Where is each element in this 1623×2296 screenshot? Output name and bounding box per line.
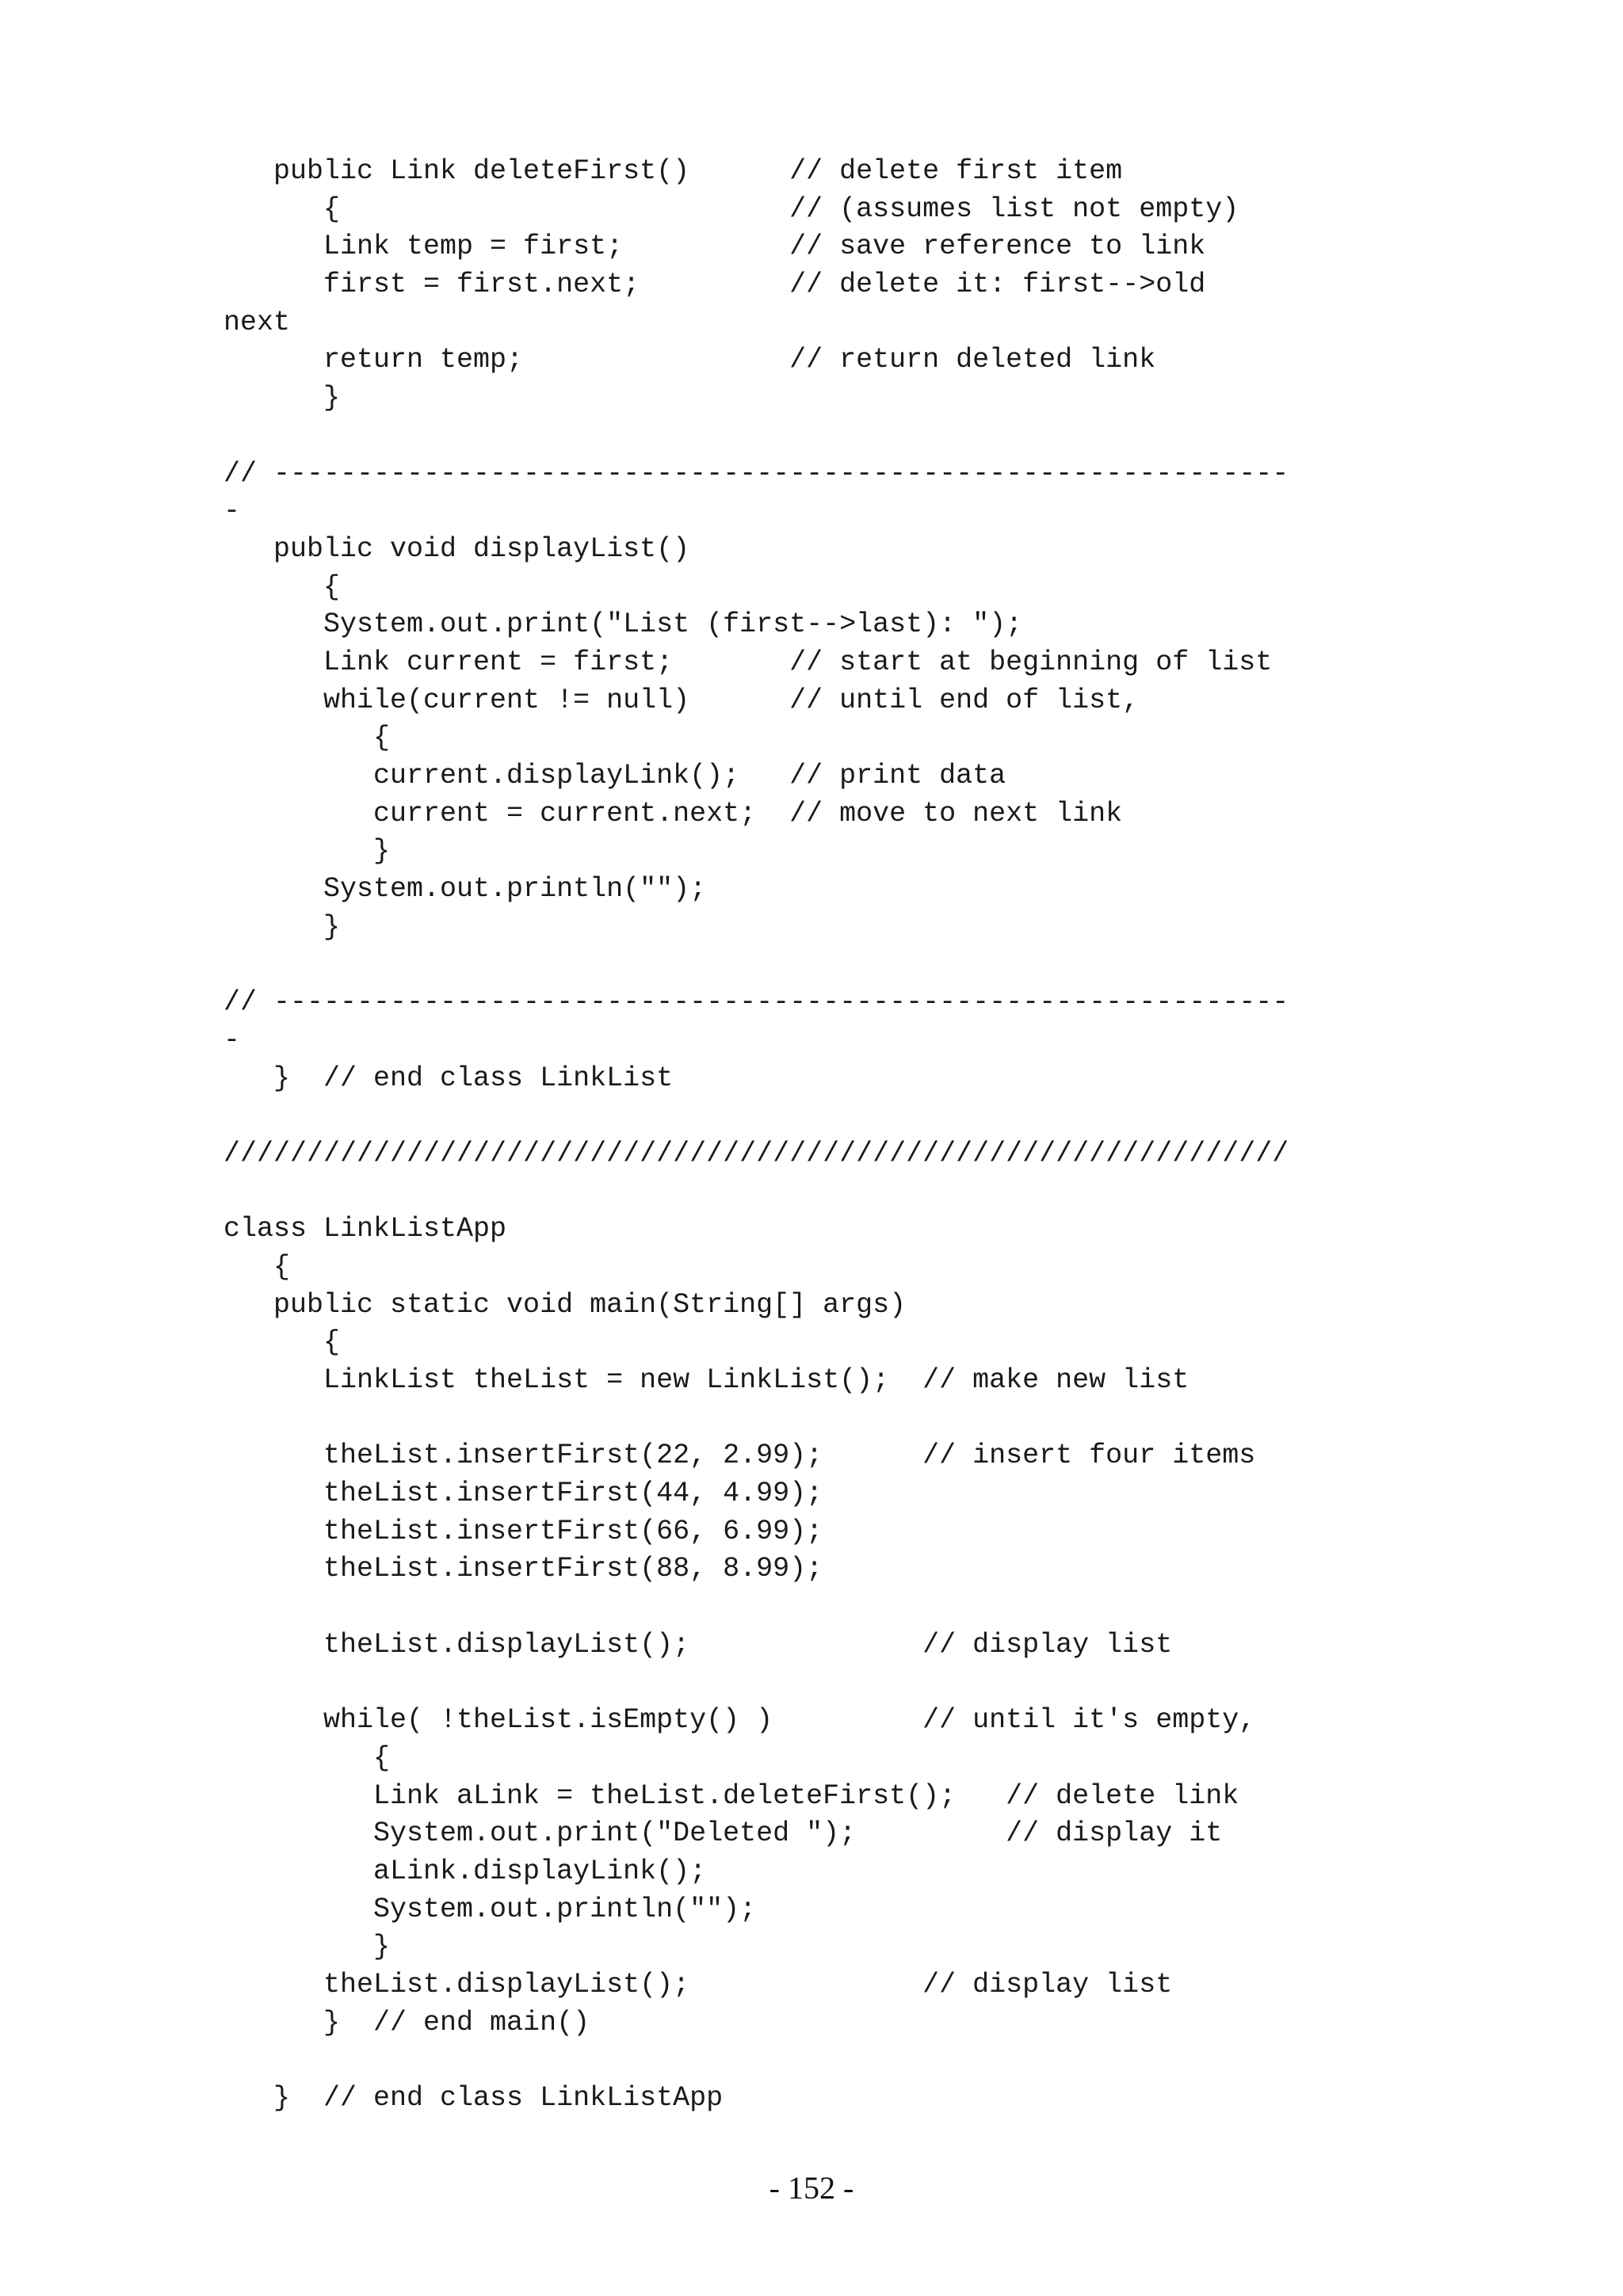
code-line: while( !theList.isEmpty() ) // until it's empty, — [223, 1704, 1256, 1737]
code-line: { — [223, 1250, 291, 1283]
code-line: } — [223, 382, 341, 414]
code-line: current.displayLink(); // print data — [223, 760, 1006, 791]
code-line — [223, 418, 1571, 456]
code-line: } // end class LinkListApp — [223, 2082, 724, 2115]
code-line: theList.insertFirst(66, 6.99); — [223, 1515, 823, 1547]
code-line: theList.insertFirst(88, 8.99); — [223, 1553, 823, 1585]
code-line — [223, 1097, 1571, 1135]
code-line: } // end main() — [223, 2006, 590, 2039]
code-line — [223, 946, 1571, 984]
code-line: System.out.print("Deleted "); // display it — [223, 1817, 1223, 1850]
code-line: // ------------------------------------------------------------- — [223, 986, 1289, 1019]
code-line: } // end class LinkList — [223, 1062, 674, 1094]
code-line: Link current = first; // start at beginning of list — [223, 646, 1273, 678]
code-line: next — [223, 306, 291, 338]
code-line: System.out.print("List (first-->last): "); — [223, 608, 1023, 641]
code-line: theList.displayList(); // display list — [223, 1969, 1173, 2000]
code-line: LinkList theList = new LinkList(); // make new list — [223, 1364, 1190, 1396]
code-line: { — [223, 570, 341, 603]
code-line — [223, 2042, 1571, 2080]
code-line: { — [223, 722, 391, 754]
code-line: - — [223, 1024, 241, 1056]
code-line: { — [223, 1326, 341, 1359]
code-line: while(current != null) // until end of list, — [223, 684, 1140, 716]
code-line: //////////////////////////////////////////////////////////////// — [223, 1137, 1289, 1169]
code-line: // ------------------------------------------------------------- — [223, 457, 1289, 490]
code-line — [223, 1173, 1571, 1211]
code-line: theList.displayList(); // display list — [223, 1628, 1173, 1661]
code-line: aLink.displayLink(); — [223, 1855, 707, 1887]
code-line: } — [223, 1931, 391, 1963]
code-line: - — [223, 495, 241, 528]
code-line: current = current.next; // move to next link — [223, 797, 1123, 830]
code-line: } — [223, 835, 391, 868]
code-line: return temp; // return deleted link — [223, 344, 1156, 376]
code-line: Link aLink = theList.deleteFirst(); // delete link — [223, 1779, 1239, 1812]
code-line: System.out.println(""); — [223, 1893, 757, 1925]
code-line: } — [223, 910, 341, 943]
code-line: first = first.next; // delete it: first-->old — [223, 269, 1206, 301]
code-line: theList.insertFirst(44, 4.99); — [223, 1478, 823, 1510]
code-line: public Link deleteFirst() // delete first item — [223, 155, 1123, 187]
code-line: { — [223, 1741, 391, 1774]
page-number: - 152 - — [769, 2170, 854, 2206]
code-line — [223, 1665, 1571, 1703]
code-line: class LinkListApp — [223, 1213, 507, 1245]
code-line: Link temp = first; // save reference to link — [223, 231, 1206, 263]
code-line: public static void main(String[] args) — [223, 1288, 907, 1321]
code-line — [223, 1589, 1571, 1627]
code-line: { // (assumes list not empty) — [223, 193, 1239, 225]
code-line — [223, 1400, 1571, 1438]
code-line: public void displayList() — [223, 532, 690, 565]
code-listing — [223, 153, 1571, 2118]
code-line: System.out.println(""); — [223, 873, 707, 906]
code-line: theList.insertFirst(22, 2.99); // insert four items — [223, 1440, 1256, 1472]
